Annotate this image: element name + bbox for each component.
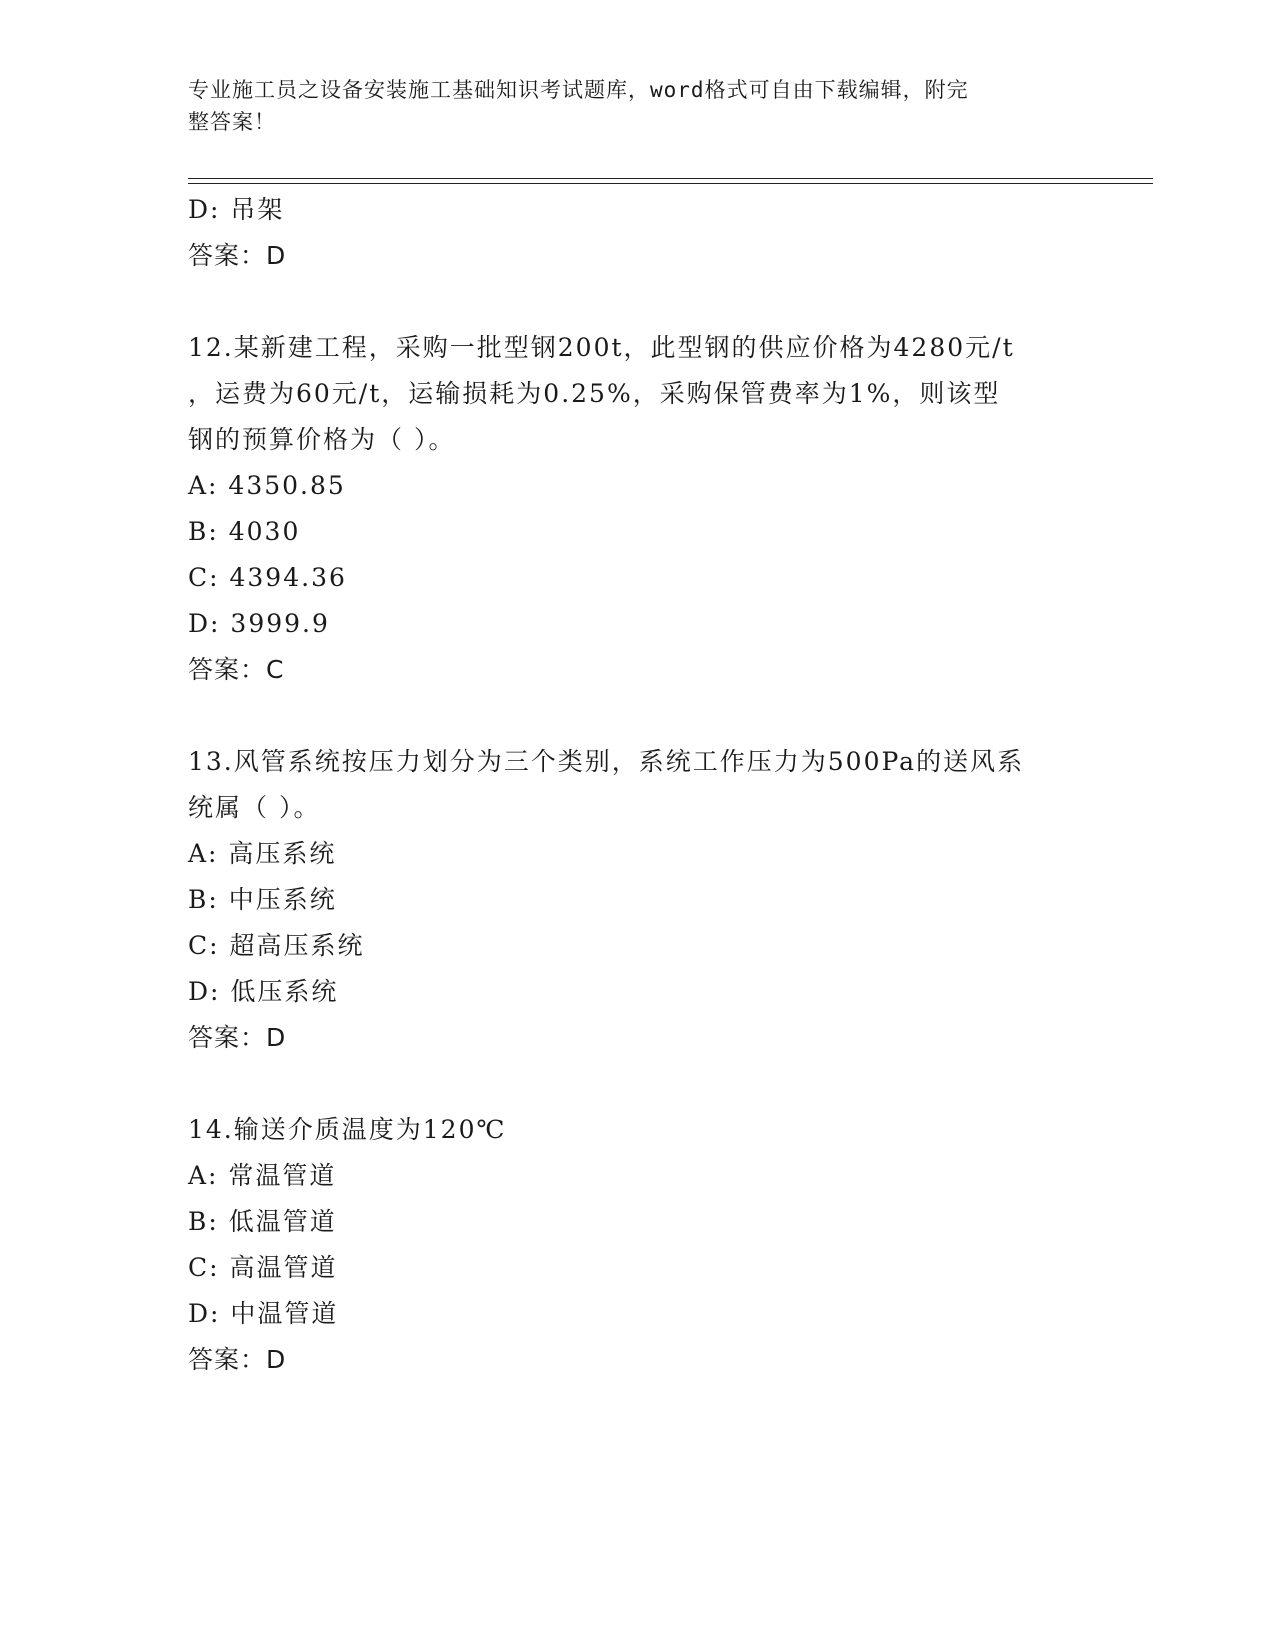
option-c: C: 高温管道 bbox=[188, 1253, 338, 1282]
option-a: A: 常温管道 bbox=[188, 1161, 337, 1190]
previous-question-fragment bbox=[188, 187, 1088, 279]
option-b: B: 4030 bbox=[188, 517, 301, 546]
question-12 bbox=[188, 325, 1088, 693]
header-divider-top bbox=[188, 178, 1153, 179]
option-a: A: 4350.85 bbox=[188, 471, 346, 500]
option-c: C: 4394.36 bbox=[188, 563, 347, 592]
option-d: D: 吊架 bbox=[188, 195, 285, 224]
option-b: B: 中压系统 bbox=[188, 885, 337, 914]
option-c: C: 超高压系统 bbox=[188, 931, 365, 960]
question-13 bbox=[188, 739, 1088, 1061]
page-header bbox=[188, 74, 1088, 138]
question-14 bbox=[188, 1107, 1088, 1383]
answer-line: 答案：C bbox=[188, 655, 285, 684]
option-d: D: 低压系统 bbox=[188, 977, 339, 1006]
question-stem-line: 12.某新建工程，采购一批型钢200t，此型钢的供应价格为4280元/t bbox=[188, 333, 1015, 362]
header-divider-bottom bbox=[188, 183, 1153, 184]
option-d: D: 中温管道 bbox=[188, 1299, 339, 1328]
question-stem-line: 14.输送介质温度为120℃ bbox=[188, 1115, 507, 1144]
question-content bbox=[188, 187, 1088, 1383]
question-stem-line: 统属（ ）。 bbox=[188, 793, 321, 822]
answer-line: 答案：D bbox=[188, 1345, 287, 1374]
question-stem-line: ，运费为60元/t，运输损耗为0.25%，采购保管费率为1%，则该型 bbox=[188, 379, 1001, 408]
option-a: A: 高压系统 bbox=[188, 839, 337, 868]
answer-line: 答案：D bbox=[188, 241, 287, 270]
option-b: B: 低温管道 bbox=[188, 1207, 337, 1236]
header-line-1: 专业施工员之设备安装施工基础知识考试题库，word格式可自由下载编辑，附完 bbox=[188, 78, 969, 102]
answer-line: 答案：D bbox=[188, 1023, 287, 1052]
header-line-2: 整答案！ bbox=[188, 110, 276, 134]
option-d: D: 3999.9 bbox=[188, 609, 330, 638]
question-stem-line: 钢的预算价格为（ ）。 bbox=[188, 425, 456, 454]
question-stem-line: 13.风管系统按压力划分为三个类别，系统工作压力为500Pa的送风系 bbox=[188, 747, 1025, 776]
